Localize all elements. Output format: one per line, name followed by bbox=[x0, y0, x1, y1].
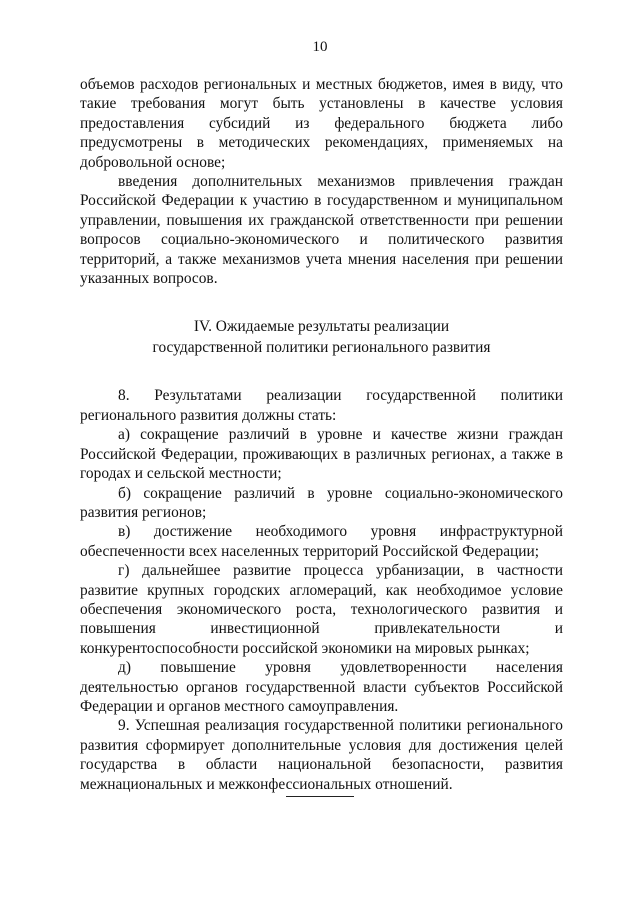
paragraph-budget-continuation: объемов расходов региональных и местных бюджетов, имея в виду, что такие требования могут быть установлены в качестве условия предоставления субсидий из федерального бюджета либо предусмотрены в методических рекомендациях, применяемых на добровольной основе; bbox=[80, 76, 563, 171]
paragraph-item-8g: г) дальнейшее развитие процесса урбанизации, в частности развитие крупных городских агломераций, как необходимое условие обеспечения экономического роста, технологического развития и повышения инвестиционной привлекательности и конкурентоспособности российской экономики на мировых рынках; bbox=[80, 562, 563, 657]
paragraph-item-8d: д) повышение уровня удовлетворенности населения деятельностью органов государственной власти субъектов Российской Федерации и органов местного самоуправления. bbox=[80, 659, 563, 715]
paragraph-citizen-involvement: введения дополнительных механизмов привлечения граждан Российской Федерации к участию в государственном и муниципальном управлении, повышения их гражданской ответственности при решении вопросов социально-экономического и политического развития территорий, а также механизмов учета мнения населения при решении указанных вопросов. bbox=[80, 173, 563, 288]
paragraph-item-9: 9. Успешная реализация государственной политики регионального развития сформирует дополнительные условия для достижения целей государства в области национальной безопасности, развития межнациональных и межконфессиональных отношений. bbox=[80, 717, 563, 793]
section-heading-line1: IV. Ожидаемые результаты реализации bbox=[193, 318, 450, 336]
page-number: 10 bbox=[312, 39, 328, 55]
section-heading-line2: государственной политики регионального развития bbox=[152, 339, 491, 357]
end-divider-line bbox=[286, 796, 354, 797]
paragraph-item-8: 8. Результатами реализации государственной политики регионального развития должны стать: bbox=[80, 387, 563, 424]
paragraph-item-8a: а) сокращение различий в уровне и качестве жизни граждан Российской Федерации, проживающих в различных регионах, а также в городах и сельской местности; bbox=[80, 426, 563, 483]
section-heading bbox=[80, 316, 563, 358]
document-body bbox=[80, 75, 563, 794]
paragraph-item-8v: в) достижение необходимого уровня инфраструктурной обеспеченности всех населенных территорий Российской Федерации; bbox=[80, 523, 563, 560]
paragraph-item-8b: б) сокращение различий в уровне социально-экономического развития регионов; bbox=[80, 484, 563, 521]
